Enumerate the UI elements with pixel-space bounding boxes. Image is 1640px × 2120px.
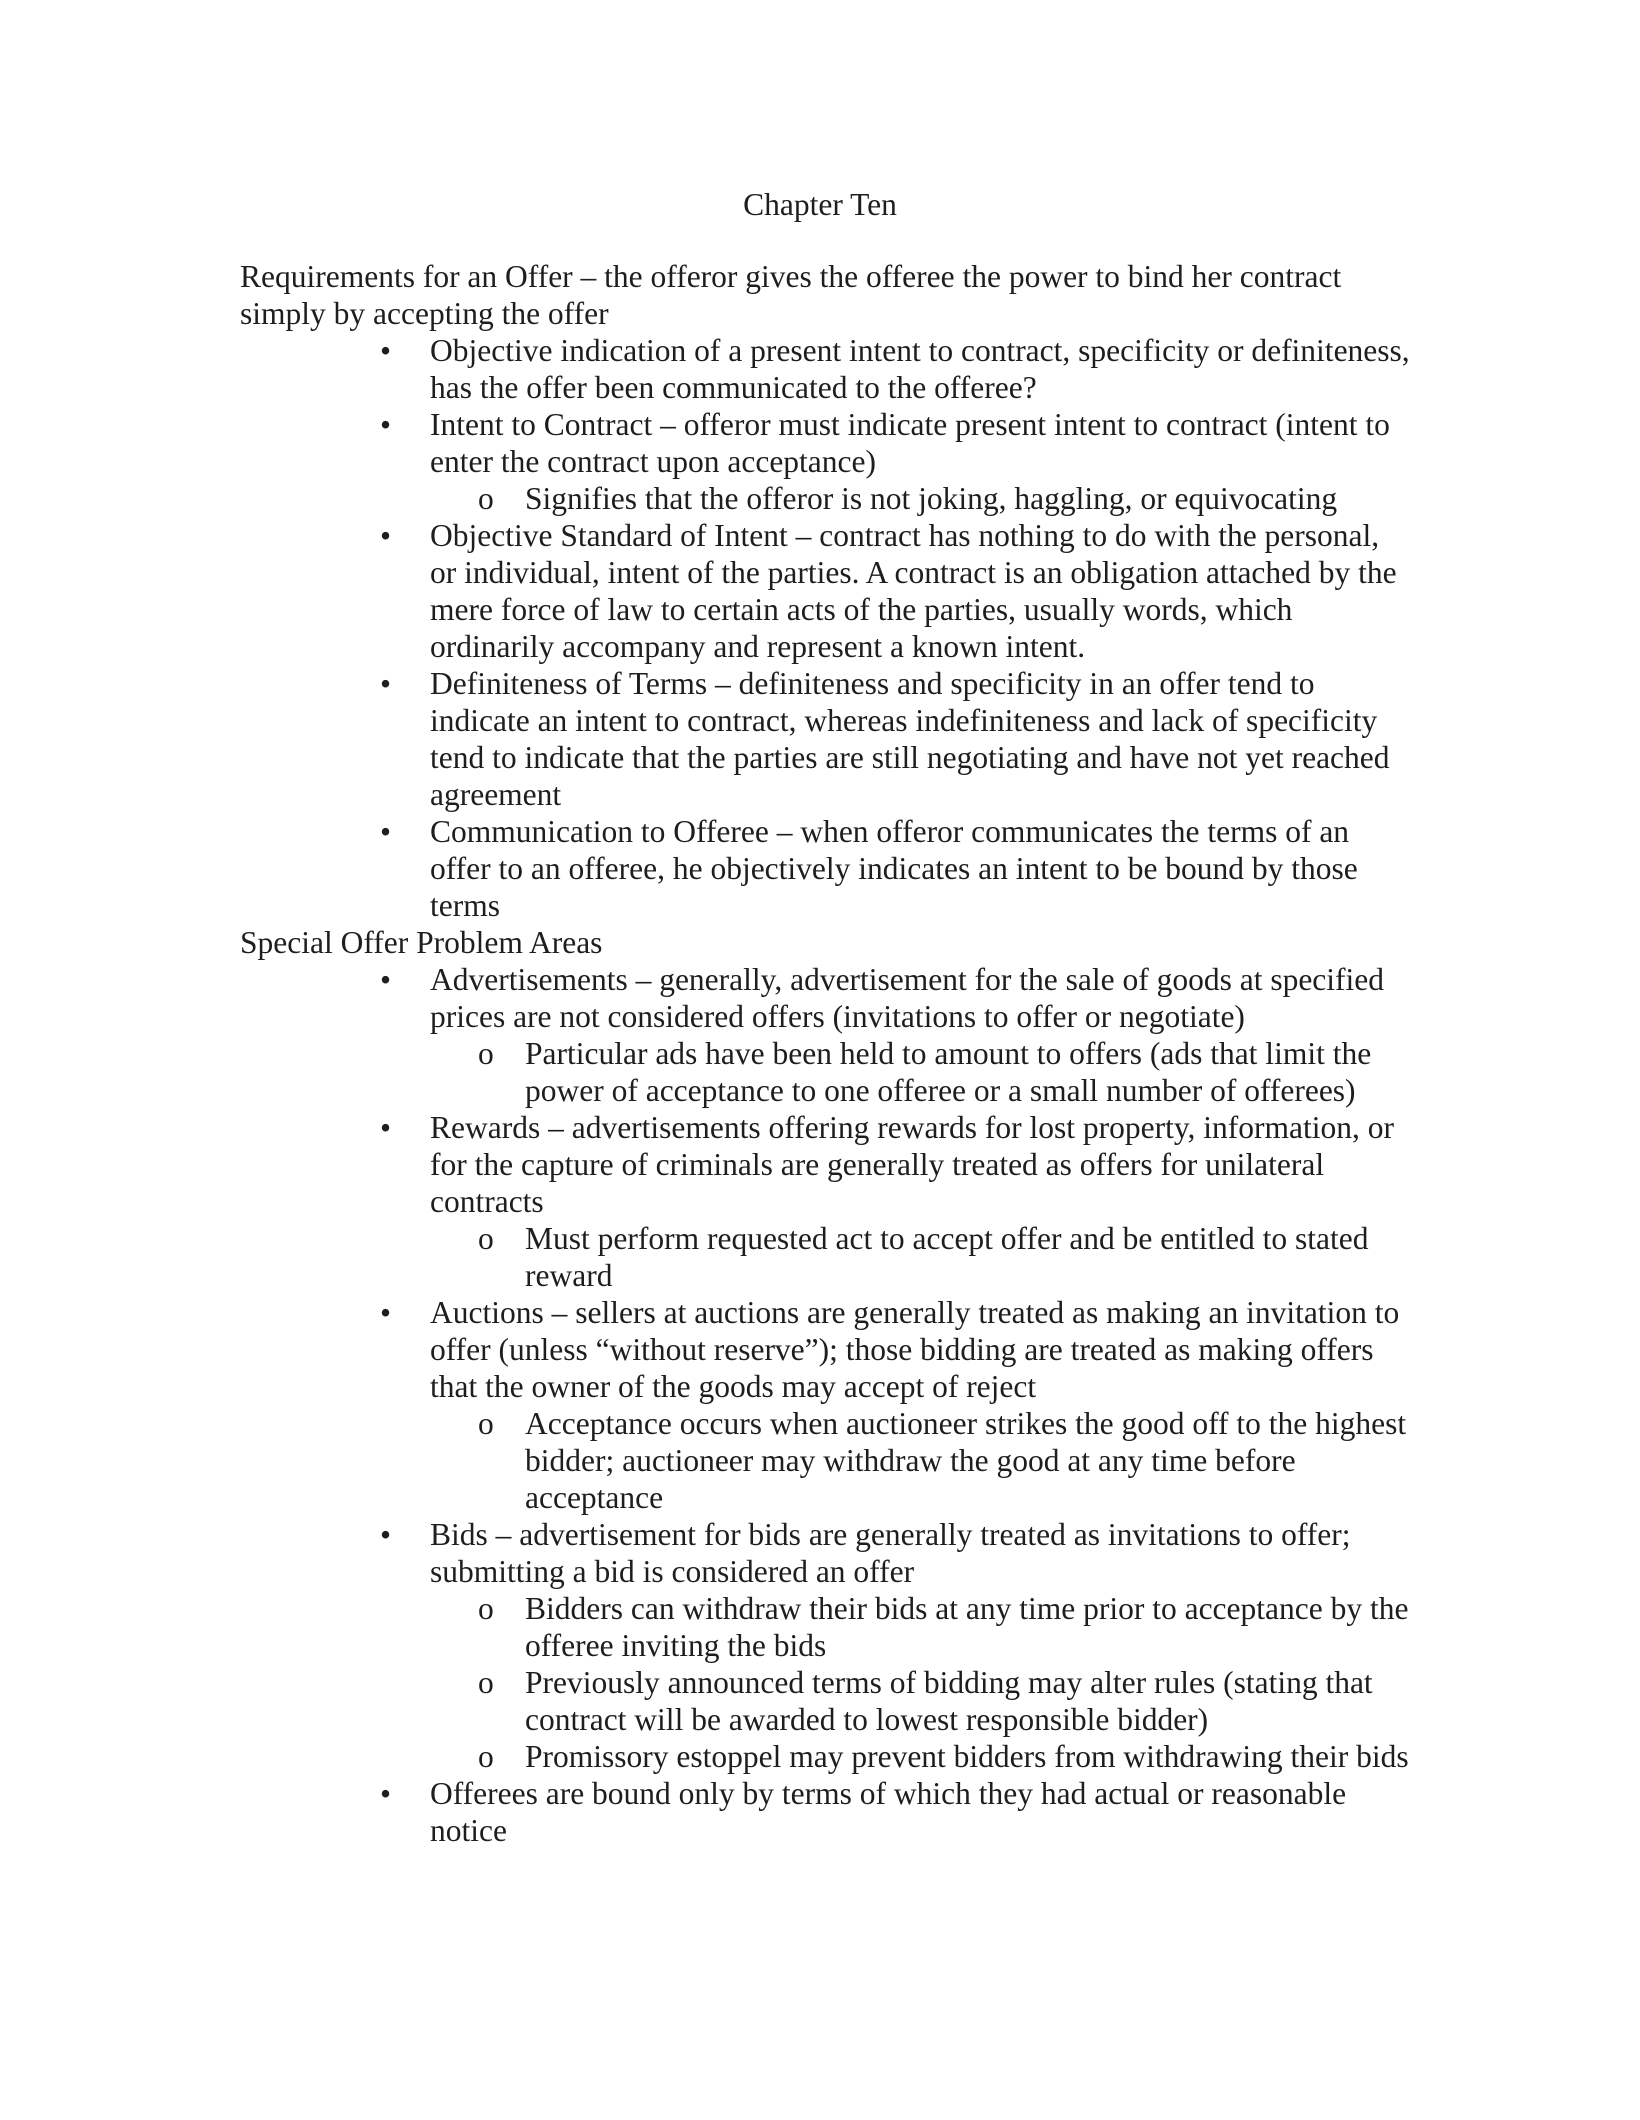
bullet-icon: •: [380, 814, 392, 849]
list-item: [240, 406, 1410, 480]
sub-list-item-text: Previously announced terms of bidding may alter rules (stating that contract will be awarded to lowest responsible bidder): [525, 1665, 1373, 1737]
list-item: [240, 1109, 1410, 1220]
list-item: [240, 517, 1410, 665]
list-item-text: Objective indication of a present intent to contract, specificity or definiteness, has the offer been communicated to the offeree?: [430, 333, 1410, 405]
sub-list-item: [240, 1738, 1410, 1775]
document-page: [240, 186, 1410, 1849]
sub-list-item: [240, 480, 1410, 517]
list-item-text: Offerees are bound only by terms of which they had actual or reasonable notice: [430, 1776, 1347, 1848]
section-heading: Special Offer Problem Areas: [240, 925, 603, 960]
list-item: [240, 1775, 1410, 1849]
bullet-icon: •: [380, 1776, 392, 1811]
sub-list-item: [240, 1590, 1410, 1664]
bullet-icon: •: [380, 962, 392, 997]
sub-list-item-text: Bidders can withdraw their bids at any time prior to acceptance by the offeree inviting the bids: [525, 1591, 1409, 1663]
bullet-icon: •: [380, 1110, 392, 1145]
list-item-text: Objective Standard of Intent – contract has nothing to do with the personal, or individual, intent of the parties. A contract is an obligation attached by the mere force of law to certain acts of the parties, usually words, which ordinarily accompany and represent a known intent.: [430, 518, 1397, 664]
sub-bullet-icon: o: [478, 1036, 494, 1071]
sub-list-item-text: Signifies that the offeror is not joking, haggling, or equivocating: [525, 481, 1338, 516]
list-item: [240, 332, 1410, 406]
sub-list-item: [240, 1035, 1410, 1109]
document-title: Chapter Ten: [743, 187, 897, 222]
sub-bullet-icon: o: [478, 481, 494, 516]
sub-bullet-icon: o: [478, 1739, 494, 1774]
list-item-text: Definiteness of Terms – definiteness and specificity in an offer tend to indicate an intent to contract, whereas indefiniteness and lack of specificity tend to indicate that the parties are still negotiating and have not yet reached agreement: [430, 666, 1390, 812]
sub-bullet-icon: o: [478, 1591, 494, 1626]
sub-list-item-text: Acceptance occurs when auctioneer strikes the good off to the highest bidder; auctioneer may withdraw the good at any time before acceptance: [525, 1406, 1407, 1515]
bullet-icon: •: [380, 1517, 392, 1552]
bullet-icon: •: [380, 333, 392, 368]
list-item: [240, 961, 1410, 1035]
sub-bullet-icon: o: [478, 1665, 494, 1700]
document-body: [240, 258, 1410, 1849]
sub-list-item: [240, 1664, 1410, 1738]
bullet-icon: •: [380, 518, 392, 553]
list-item-text: Intent to Contract – offeror must indicate present intent to contract (intent to enter the contract upon acceptance): [430, 407, 1390, 479]
list-item-text: Advertisements – generally, advertisement for the sale of goods at specified prices are not considered offers (invitations to offer or negotiate): [430, 962, 1385, 1034]
bullet-list: [240, 332, 1410, 924]
bullet-icon: •: [380, 407, 392, 442]
list-item-text: Rewards – advertisements offering rewards for lost property, information, or for the capture of criminals are generally treated as offers for unilateral contracts: [430, 1110, 1394, 1219]
bullet-icon: •: [380, 1295, 392, 1330]
list-item: [240, 1294, 1410, 1405]
sub-list-item: [240, 1220, 1410, 1294]
sub-list-item: [240, 1405, 1410, 1516]
list-item: [240, 1516, 1410, 1590]
list-item-text: Auctions – sellers at auctions are generally treated as making an invitation to offer (unless “without reserve”); those bidding are treated as making offers that the owner of the goods may accept of reject: [430, 1295, 1400, 1404]
list-item: [240, 665, 1410, 813]
list-item-text: Bids – advertisement for bids are generally treated as invitations to offer; submitting a bid is considered an offer: [430, 1517, 1351, 1589]
bullet-icon: •: [380, 666, 392, 701]
sub-bullet-icon: o: [478, 1406, 494, 1441]
section-heading: Requirements for an Offer – the offeror gives the offeree the power to bind her contract simply by accepting the offer: [240, 259, 1342, 331]
bullet-list: [240, 961, 1410, 1849]
list-item-text: Communication to Offeree – when offeror communicates the terms of an offer to an offeree, he objectively indicates an intent to be bound by those terms: [430, 814, 1358, 923]
sub-bullet-icon: o: [478, 1221, 494, 1256]
sub-list-item-text: Particular ads have been held to amount to offers (ads that limit the power of acceptance to one offeree or a small number of offerees): [525, 1036, 1372, 1108]
sub-list-item-text: Promissory estoppel may prevent bidders from withdrawing their bids: [525, 1739, 1409, 1774]
sub-list-item-text: Must perform requested act to accept offer and be entitled to stated reward: [525, 1221, 1369, 1293]
list-item: [240, 813, 1410, 924]
